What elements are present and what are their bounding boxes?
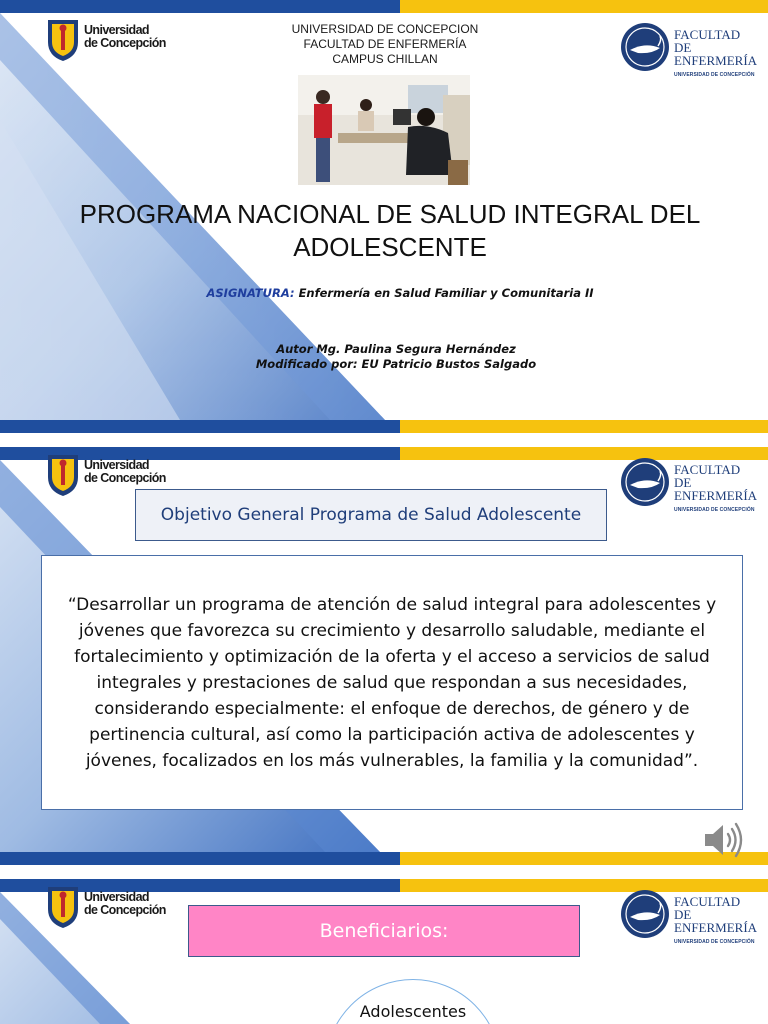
adolescents-label: Adolescentes (359, 1002, 467, 1021)
bottom-bar-blue (0, 852, 400, 865)
udec-shield-icon (46, 18, 80, 62)
objective-quote (41, 555, 743, 810)
faculty-name-line1: FACULTAD DE (674, 27, 741, 55)
objective-title-box: Objetivo General Programa de Salud Adolescente (135, 489, 607, 541)
slide-title (0, 0, 768, 433)
header-line-3: CAMPUS CHILLAN (332, 52, 438, 66)
slide-objective (0, 447, 768, 865)
top-bar-blue (0, 0, 400, 13)
title-line-2: ADOLESCENTE (293, 232, 487, 262)
udec-name-line1: Universidad (84, 458, 149, 472)
objective-quote-text: “Desarrollar un programa de atención de salud integral para adolescentes y jóvenes que favorezca su crecimiento y desarrollo saludable, mediante el fortalecimiento y optimización de la oferta y el acceso a servicios de salud integrales y prestaciones de salud que respondan a sus necesidades, considerando especialmente: el enfoque de derechos, de género y de pertinencia cultural, así como la participación activa de adolescentes y jóvenes, focalizados en los más vulnerables, la familia y la comunidad”. (67, 594, 717, 771)
author-block (196, 342, 596, 372)
faculty-lamp-icon (620, 22, 670, 72)
faculty-name-line2: ENFERMERÍA (674, 488, 758, 503)
udec-shield-icon (46, 885, 80, 929)
faculty-name-line3: UNIVERSIDAD DE CONCEPCIÓN (674, 72, 755, 78)
modified-by-line: Modificado por: EU Patricio Bustos Salgado (255, 357, 537, 371)
header-line-2: FACULTAD DE ENFERMERÍA (303, 37, 467, 51)
faculty-name-line2: ENFERMERÍA (674, 920, 758, 935)
institution-header (200, 22, 570, 67)
clinic-photo (298, 75, 470, 185)
udec-logo (46, 885, 166, 931)
faculty-name-line3: UNIVERSIDAD DE CONCEPCIÓN (674, 507, 755, 513)
faculty-lamp-icon (620, 889, 670, 939)
speaker-icon[interactable] (702, 820, 744, 860)
title-line-1: PROGRAMA NACIONAL DE SALUD INTEGRAL DEL (79, 199, 701, 229)
course-label: ASIGNATURA: (206, 286, 295, 300)
udec-name-line2: de Concepción (84, 36, 166, 50)
udec-logo (46, 18, 166, 64)
faculty-name-line2: ENFERMERÍA (674, 53, 758, 68)
author-line: Autor Mg. Paulina Segura Hernández (276, 342, 516, 356)
faculty-name-line1: FACULTAD DE (674, 894, 741, 922)
course-subject (100, 286, 700, 300)
faculty-name-line3: UNIVERSIDAD DE CONCEPCIÓN (674, 939, 755, 945)
udec-name-line1: Universidad (84, 890, 149, 904)
faculty-logo (620, 22, 760, 76)
beneficiaries-title-box: Beneficiarios: (188, 905, 580, 957)
top-bar-gold (400, 0, 768, 13)
course-value: Enfermería en Salud Familiar y Comunitaria II (294, 286, 594, 300)
udec-name-line1: Universidad (84, 23, 149, 37)
bottom-bar-gold (400, 420, 768, 433)
presentation-title (40, 198, 740, 264)
slide-beneficiaries (0, 879, 768, 1024)
bottom-bar-blue (0, 420, 400, 433)
faculty-lamp-icon (620, 457, 670, 507)
udec-name-line2: de Concepción (84, 903, 166, 917)
udec-name-line2: de Concepción (84, 471, 166, 485)
udec-shield-icon (46, 453, 80, 497)
faculty-name-line1: FACULTAD DE (674, 462, 741, 490)
faculty-logo (620, 457, 760, 511)
faculty-logo (620, 889, 760, 943)
header-line-1: UNIVERSIDAD DE CONCEPCION (291, 22, 479, 36)
